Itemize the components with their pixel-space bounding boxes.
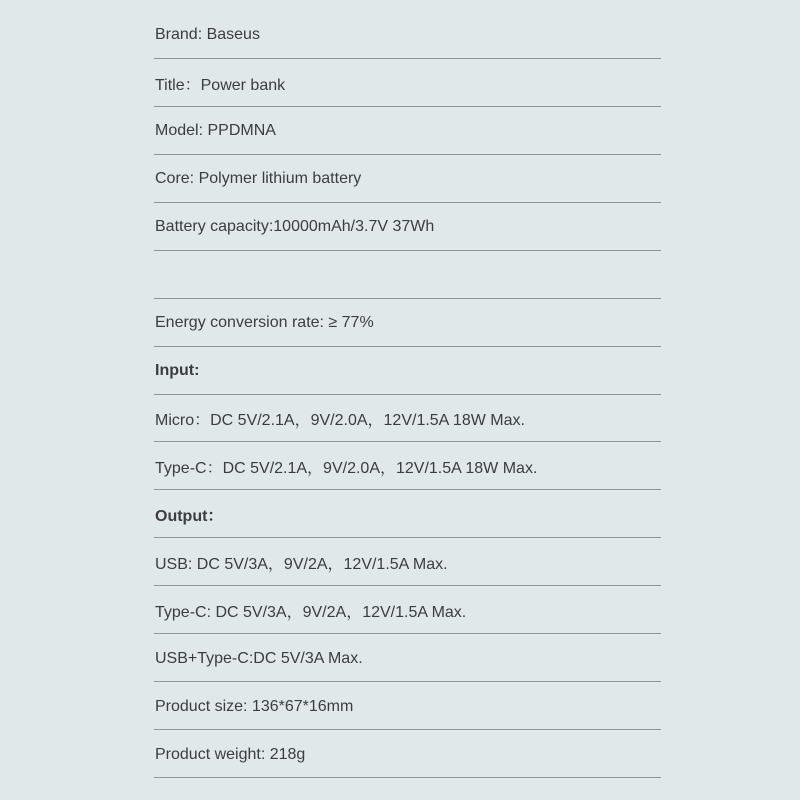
spec-heading-input (154, 347, 661, 395)
spec-text: Model: PPDMNA (155, 122, 276, 140)
spec-row-capacity (154, 203, 661, 251)
spec-text: Brand: Baseus (155, 26, 260, 44)
spec-text: Core: Polymer lithium battery (155, 170, 362, 188)
spec-text: Type-C: DC 5V/3A，9V/2A，12V/1.5A Max. (155, 604, 467, 622)
spec-text: Input: (155, 362, 200, 380)
spec-heading-output (154, 490, 661, 538)
spec-row-size (154, 682, 661, 730)
spec-text: Energy conversion rate: ≥ 77% (155, 314, 374, 332)
spec-list (154, 11, 661, 778)
spec-row-title (154, 59, 661, 107)
spec-row-weight (154, 730, 661, 778)
spec-row-input-micro (154, 395, 661, 443)
spec-text: Output： (155, 508, 224, 526)
spec-text: Micro：DC 5V/2.1A，9V/2.0A，12V/1.5A 18W Max. (155, 412, 525, 430)
spec-row-efficiency (154, 299, 661, 347)
spec-row-core (154, 155, 661, 203)
spec-text: Product weight: 218g (155, 745, 306, 763)
spec-text: USB+Type-C:DC 5V/3A Max. (155, 649, 363, 667)
spec-text: USB: DC 5V/3A，9V/2A，12V/1.5A Max. (155, 556, 448, 574)
spec-row-output-combined (154, 634, 661, 682)
spec-row-blank (154, 251, 661, 299)
spec-row-model (154, 107, 661, 155)
spec-row-brand (154, 11, 661, 59)
spec-row-output-usb (154, 538, 661, 586)
spec-row-input-typec (154, 442, 661, 490)
spec-text: Product size: 136*67*16mm (155, 697, 354, 715)
spec-text: Battery capacity:10000mAh/3.7V 37Wh (155, 218, 435, 236)
spec-row-output-typec (154, 586, 661, 634)
spec-text: Title：Power bank (155, 76, 286, 94)
spec-text: Type-C：DC 5V/2.1A，9V/2.0A，12V/1.5A 18W Max. (155, 460, 538, 478)
